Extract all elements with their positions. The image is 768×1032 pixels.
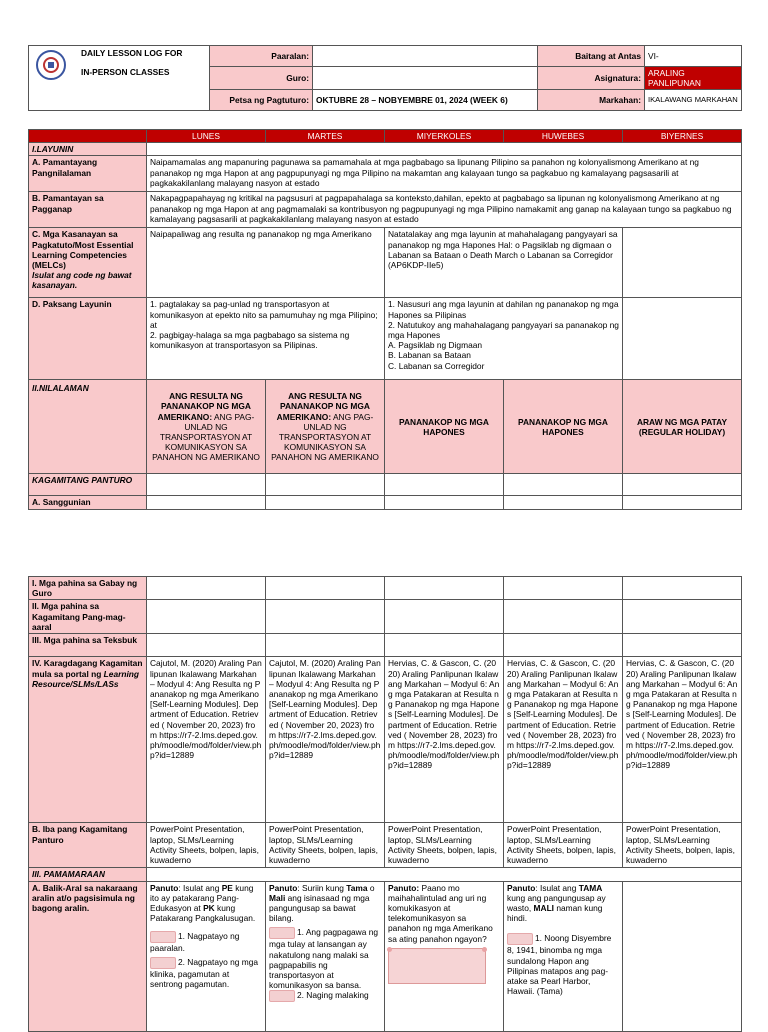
guro-label: Guro:	[210, 67, 313, 90]
day-header-martes: MARTES	[266, 130, 385, 143]
guro-value	[313, 67, 538, 90]
melc-label-cell	[29, 228, 147, 298]
answer-box[interactable]	[269, 990, 295, 1002]
iba-lunes: PowerPoint Presentation, laptop, SLMs/Learning Activity Sheets, bolpen, lapis, kuwaderno	[147, 823, 266, 868]
sanggunian-cell-4	[504, 496, 623, 509]
lunes-instr-1: : Isulat ang	[178, 882, 222, 893]
martes-mali: Mali	[269, 892, 286, 903]
miyer-instr: Paano mo maihahalintulad ang uri ng komukikasyon at telekomunikasyon sa panahon ng mga Amerikano sa ating panahon ngayon?	[388, 882, 493, 944]
melc-label: C. Mga Kasanayan sa Pagkatuto/Most Essential Learning Competencies (MELCs)	[32, 229, 134, 271]
lunes-item-1-text: 1. Nagpatayo ng paaralan.	[150, 931, 240, 954]
teksbuk-cell-5	[623, 634, 742, 657]
header-table	[28, 45, 742, 111]
kpm-cell-3	[385, 600, 504, 634]
martes-item-1-text: 1. Ang pagpagawa ng mga tulay at lansangan ay nakatulong nang malaki sa pagpapabilis ng transportasyon at komunikasyon sa bansa.	[269, 927, 379, 991]
kpm-cell-1	[147, 600, 266, 634]
lunes-instr-2: kung ito ay patakarang Pang-Edukasyon at	[150, 882, 254, 914]
iba-huwebes: PowerPoint Presentation, laptop, SLMs/Learning Activity Sheets, bolpen, lapis, kuwaderno	[504, 823, 623, 868]
paaralan-label: Paaralan:	[210, 46, 313, 67]
layunin-empty	[147, 143, 742, 156]
balik-martes	[266, 881, 385, 1031]
martes-item-2-text: 2. Naging malaking	[297, 990, 369, 1001]
kagamitang-cell-4	[504, 474, 623, 496]
gabay-cell-5	[623, 577, 742, 600]
asignatura-label: Asignatura:	[538, 67, 645, 90]
paaralan-value	[313, 46, 538, 67]
sanggunian-label: A. Sanggunian	[29, 496, 147, 509]
kpm-cell-5	[623, 600, 742, 634]
nilalaman-lunes-bold: ANG RESULTA NG PANANAKOP NG MGA AMERIKANO:	[157, 391, 251, 422]
nilalaman-huwebes: PANANAKOP NG MGA HAPONES	[504, 380, 623, 474]
martes-instr-1: : Suriin kung	[297, 882, 347, 893]
karagdagang-label-it: Learning Resource/SLMs/LASs	[32, 668, 140, 689]
pamamaraan-empty	[147, 868, 742, 881]
day-header-lunes: LUNES	[147, 130, 266, 143]
header-title-line2: IN-PERSON CLASSES	[81, 67, 170, 77]
answer-box[interactable]	[507, 933, 533, 945]
lunes-item-2-text: 2. Nagpatayo ng mga klinika, pagamutan at sentrong pagamutan.	[150, 956, 259, 989]
balik-huwebes	[504, 881, 623, 1031]
balik-aral-label: A. Balik-Aral sa nakaraang aralin at/o pagsisimula ng bagong aralin.	[29, 881, 147, 1031]
nilalaman-miyerkoles: PANANAKOP NG MGA HAPONES	[385, 380, 504, 474]
teksbuk-cell-4	[504, 634, 623, 657]
lesson-table-1	[28, 129, 742, 510]
nilalaman-lunes-rest: ANG PAG-UNLAD NG TRANSPORTASYON AT KOMUNIKASYON SA PANAHON NG AMERIKANO	[152, 411, 260, 463]
huwe-mali: MALI	[533, 903, 555, 914]
nilalaman-martes-bold: ANG RESULTA NG PANANAKOP NG MGA AMERIKANO:	[276, 391, 370, 422]
kagamitang-panturo-label: KAGAMITANG PANTURO	[29, 474, 147, 496]
huwe-tama: TAMA	[578, 882, 603, 893]
asignatura-value: ARALING PANLIPUNAN	[645, 67, 742, 90]
kagamitang-cell-2	[266, 474, 385, 496]
paksang-layunin-text-1: 1. pagtalakay sa pag-unlad ng transportasyon at komunikasyon at epekto nito sa pamumuhay ng mga Pilipino; at 2. pagbigay-halaga sa mga pagbabago sa sistema ng komunikasyon at transportasyon sa Pilipinas.	[147, 298, 385, 380]
answer-box[interactable]	[269, 927, 295, 939]
day-header-huwebes: HUWEBES	[504, 130, 623, 143]
kpm-cell-2	[266, 600, 385, 634]
iba-martes: PowerPoint Presentation, laptop, SLMs/Learning Activity Sheets, bolpen, lapis, kuwaderno	[266, 823, 385, 868]
martes-instr-3: ang isinasaad ng mga pangungusap sa bawat bilang.	[269, 892, 370, 924]
pamantayang-pangnilalaman-text: Naipamamalas ang mapanuring pagunawa sa pamamahala at mga pagbabago sa lipunang Pilipino sa panahon ng kolonyalismong Amerikano at ng pananakop ng mga Hapon at ang pagpupunyagi ng mga Pilipino na makamtan ang kalayaan tungo sa pagkabuo ng kamalayang pagsasarili at pagkakakilanlang malayang nasyon at estado	[147, 156, 742, 192]
pamantayang-pangnilalaman-label: A. Pamantayang Pangnilalaman	[29, 156, 147, 192]
gabay-cell-1	[147, 577, 266, 600]
markahan-label: Markahan:	[538, 90, 645, 111]
ref-biyernes: Hervias, C. & Gascon, C. (2020) Araling Panlipunan Ikalawang Markahan – Modyul 6: Ang mga Patakaran at Resulta ng Pananakop ng mga Hapones [Self-Learning Modules]. Department of Education. Retrieved ( November 28, 2023) from https://r7-2.lms.deped.gov.ph/moodle/mod/folder/view.php?id=12889	[623, 657, 742, 823]
martes-item-2	[269, 990, 381, 1002]
nilalaman-martes-rest: ANG PAG-UNLAD NG TRANSPORTASYON AT KOMUNIKASYON SA PANAHON NG AMERIKANO	[271, 411, 379, 463]
huwe-instr-3: naman kung hindi.	[507, 903, 603, 924]
panuto-lunes: Panuto	[150, 882, 179, 893]
teksbuk-cell-2	[266, 634, 385, 657]
melc-text-1: Naipapaliwag ang resulta ng pananakop ng mga Amerikano	[147, 228, 385, 298]
teksbuk-cell-3	[385, 634, 504, 657]
kpm-cell-4	[504, 600, 623, 634]
ref-miyerkoles: Hervias, C. & Gascon, C. (2020) Araling Panlipunan Ikalawang Markahan – Modyul 6: Ang mga Patakaran at Resulta ng Pananakop ng mga Hapones [Self-Learning Modules]. Department of Education. Retrieved ( November 28, 2023) from https://r7-2.lms.deped.gov.ph/moodle/mod/folder/view.php?id=12889	[385, 657, 504, 823]
balik-lunes	[147, 881, 266, 1031]
sanggunian-cell-2	[266, 496, 385, 509]
melc-empty	[623, 228, 742, 298]
ref-huwebes: Hervias, C. & Gascon, C. (2020) Araling Panlipunan Ikalawang Markahan – Modyul 6: Ang mga Patakaran at Resulta ng Pananakop ng mga Hapones [Self-Learning Modules]. Department of Education. Retrieved ( November 28, 2023) from https://r7-2.lms.deped.gov.ph/moodle/mod/folder/view.php?id=12889	[504, 657, 623, 823]
gabay-cell-2	[266, 577, 385, 600]
ref-lunes: Cajutol, M. (2020) Araling Panlipunan Ikalawang Markahan – Modyul 4: Ang Resulta ng Pananakop ng mga Amerikano [Self-Learning Modules]. Department of Education. Retrieved ( November 20, 2023) from https://r7-2.lms.deped.gov.ph/moodle/mod/folder/view.php?id=12889	[147, 657, 266, 823]
karagdagang-label-pre: IV. Karagdagang Kagamitan mula sa portal ng	[32, 658, 143, 679]
martes-instr-2: o	[367, 882, 375, 893]
huwe-item-1	[507, 933, 619, 996]
sanggunian-cell-5	[623, 496, 742, 509]
kagamitang-cell-5	[623, 474, 742, 496]
kagamitang-pang-label: II. Mga pahina sa Kagamitang Pang-mag-aaral	[29, 600, 147, 634]
nilalaman-label: II.NILALAMAN	[29, 380, 147, 474]
lunes-pk: PK	[203, 903, 215, 914]
markahan-value: IKALAWANG MARKAHAN	[645, 90, 742, 111]
lunes-item-1	[150, 931, 262, 953]
answer-textbox[interactable]	[388, 948, 486, 984]
teksbuk-label: III. Mga pahina sa Teksbuk	[29, 634, 147, 657]
day-header-miyerkoles: MIYERKOLES	[385, 130, 504, 143]
lunes-item-2	[150, 957, 262, 989]
kagamitang-cell-3	[385, 474, 504, 496]
melc-sub: Isulat ang code ng bawat kasanayan.	[32, 270, 132, 291]
answer-box[interactable]	[150, 931, 176, 943]
petsa-label: Petsa ng Pagtuturo:	[210, 90, 313, 111]
lesson-table-2	[28, 576, 742, 1032]
panuto-martes: Panuto	[269, 882, 298, 893]
balik-miyerkoles: Panuto: Paano mo maihahalintulad ang uri ng komukikasyon at telekomunikasyon sa panahon ng mga Amerikano sa ating panahon ngayon?	[385, 881, 504, 1031]
huwe-instr-1: : Isulat ang	[535, 882, 579, 893]
petsa-value: OKTUBRE 28 – NOBYEMBRE 01, 2024 (WEEK 6)	[313, 90, 538, 111]
nilalaman-biyernes: ARAW NG MGA PATAY (REGULAR HOLIDAY)	[623, 380, 742, 474]
iba-biyernes: PowerPoint Presentation, laptop, SLMs/Learning Activity Sheets, bolpen, lapis, kuwaderno	[623, 823, 742, 868]
sanggunian-cell-3	[385, 496, 504, 509]
panuto-miyerkoles: Panuto	[388, 882, 417, 893]
nilalaman-martes	[266, 380, 385, 474]
martes-tama: Tama	[346, 882, 368, 893]
paksang-layunin-label: D. Paksang Layunin	[29, 298, 147, 380]
iba-miyerkoles: PowerPoint Presentation, laptop, SLMs/Learning Activity Sheets, bolpen, lapis, kuwaderno	[385, 823, 504, 868]
pamantayan-pagganap-label: B. Pamantayan sa Pagganap	[29, 192, 147, 228]
header-title-line1: DAILY LESSON LOG FOR	[81, 48, 183, 58]
nilalaman-lunes	[147, 380, 266, 474]
lunes-instr-3: kung Patakarang Pangkalusugan.	[150, 903, 256, 924]
baitang-label: Baitang at Antas	[538, 46, 645, 67]
ref-martes: Cajutol, M. (2020) Araling Panlipunan Ikalawang Markahan – Modyul 4: Ang Resulta ng Pananakop ng mga Amerikano [Self-Learning Modules]. Department of Education. Retrieved ( November 20, 2023) from https://r7-2.lms.deped.gov.ph/moodle/mod/folder/view.php?id=12889	[266, 657, 385, 823]
paksang-layunin-empty	[623, 298, 742, 380]
gabay-cell-4	[504, 577, 623, 600]
pamamaraan-label: III. PAMAMARAAN	[29, 868, 147, 881]
martes-item-1	[269, 927, 381, 990]
karagdagang-kagamitan-label	[29, 657, 147, 823]
pamantayan-pagganap-text: Nakapagpapahayag ng kritikal na pagsusuri at pagpapahalaga sa konteksto,dahilan, epekto at pagbabago sa lipunan ng kolonyalismong Amerikano at ng pananakop ng mga Hapon at ang pagmamalaki sa kontribusyon ng pagpupunyagi ng mga Pilipino namakamit ang ganap na kalayaan tungo sa pagkabuo ng kamalayang pagsasarili at pagkakakilanlang malayang nasyon at estado	[147, 192, 742, 228]
iba-pang-kagamitan-label: B. Iba pang Kagamitang Panturo	[29, 823, 147, 868]
teksbuk-cell-1	[147, 634, 266, 657]
layunin-label: I.LAYUNIN	[29, 143, 147, 156]
day-header-biyernes: BIYERNES	[623, 130, 742, 143]
huwe-instr-2: kung ang pangungusap ay wasto,	[507, 892, 606, 914]
header-title-cell	[29, 46, 210, 111]
answer-box[interactable]	[150, 957, 176, 969]
corner-cell	[29, 130, 147, 143]
gabay-guro-label: I. Mga pahina sa Gabay ng Guro	[29, 577, 147, 600]
balik-biyernes	[623, 881, 742, 1031]
paksang-layunin-text-2: 1. Nasusuri ang mga layunin at dahilan ng pananakop ng mga Hapones sa Pilipinas 2. Natutukoy ang mahahalagang pangyayari sa pananakop ng mga Hapones A. Pagsiklab ng Digmaan B. Labanan sa Bataan C. Labanan sa Corregidor	[385, 298, 623, 380]
melc-text-2: Natatalakay ang mga layunin at mahahalagang pangyayari sa pananakop ng mga Hapones Hal: o Pagsiklab ng digmaan o Labanan sa Bataan o Death March o Labanan sa Corregidor (AP6KDP-IIe5)	[385, 228, 623, 298]
kagamitang-cell-1	[147, 474, 266, 496]
lunes-pe: PE	[221, 882, 233, 893]
gabay-cell-3	[385, 577, 504, 600]
baitang-value: VI-	[645, 46, 742, 67]
sanggunian-cell-1	[147, 496, 266, 509]
huwe-item-1-text: 1. Noong Disyembre 8, 1941, binomba ng mga sundalong Hapon ang Pilipinas matapos ang pag-atake sa Pearl Harbor, Hawaii. (Tama)	[507, 933, 612, 997]
panuto-huwebes: Panuto	[507, 882, 536, 893]
